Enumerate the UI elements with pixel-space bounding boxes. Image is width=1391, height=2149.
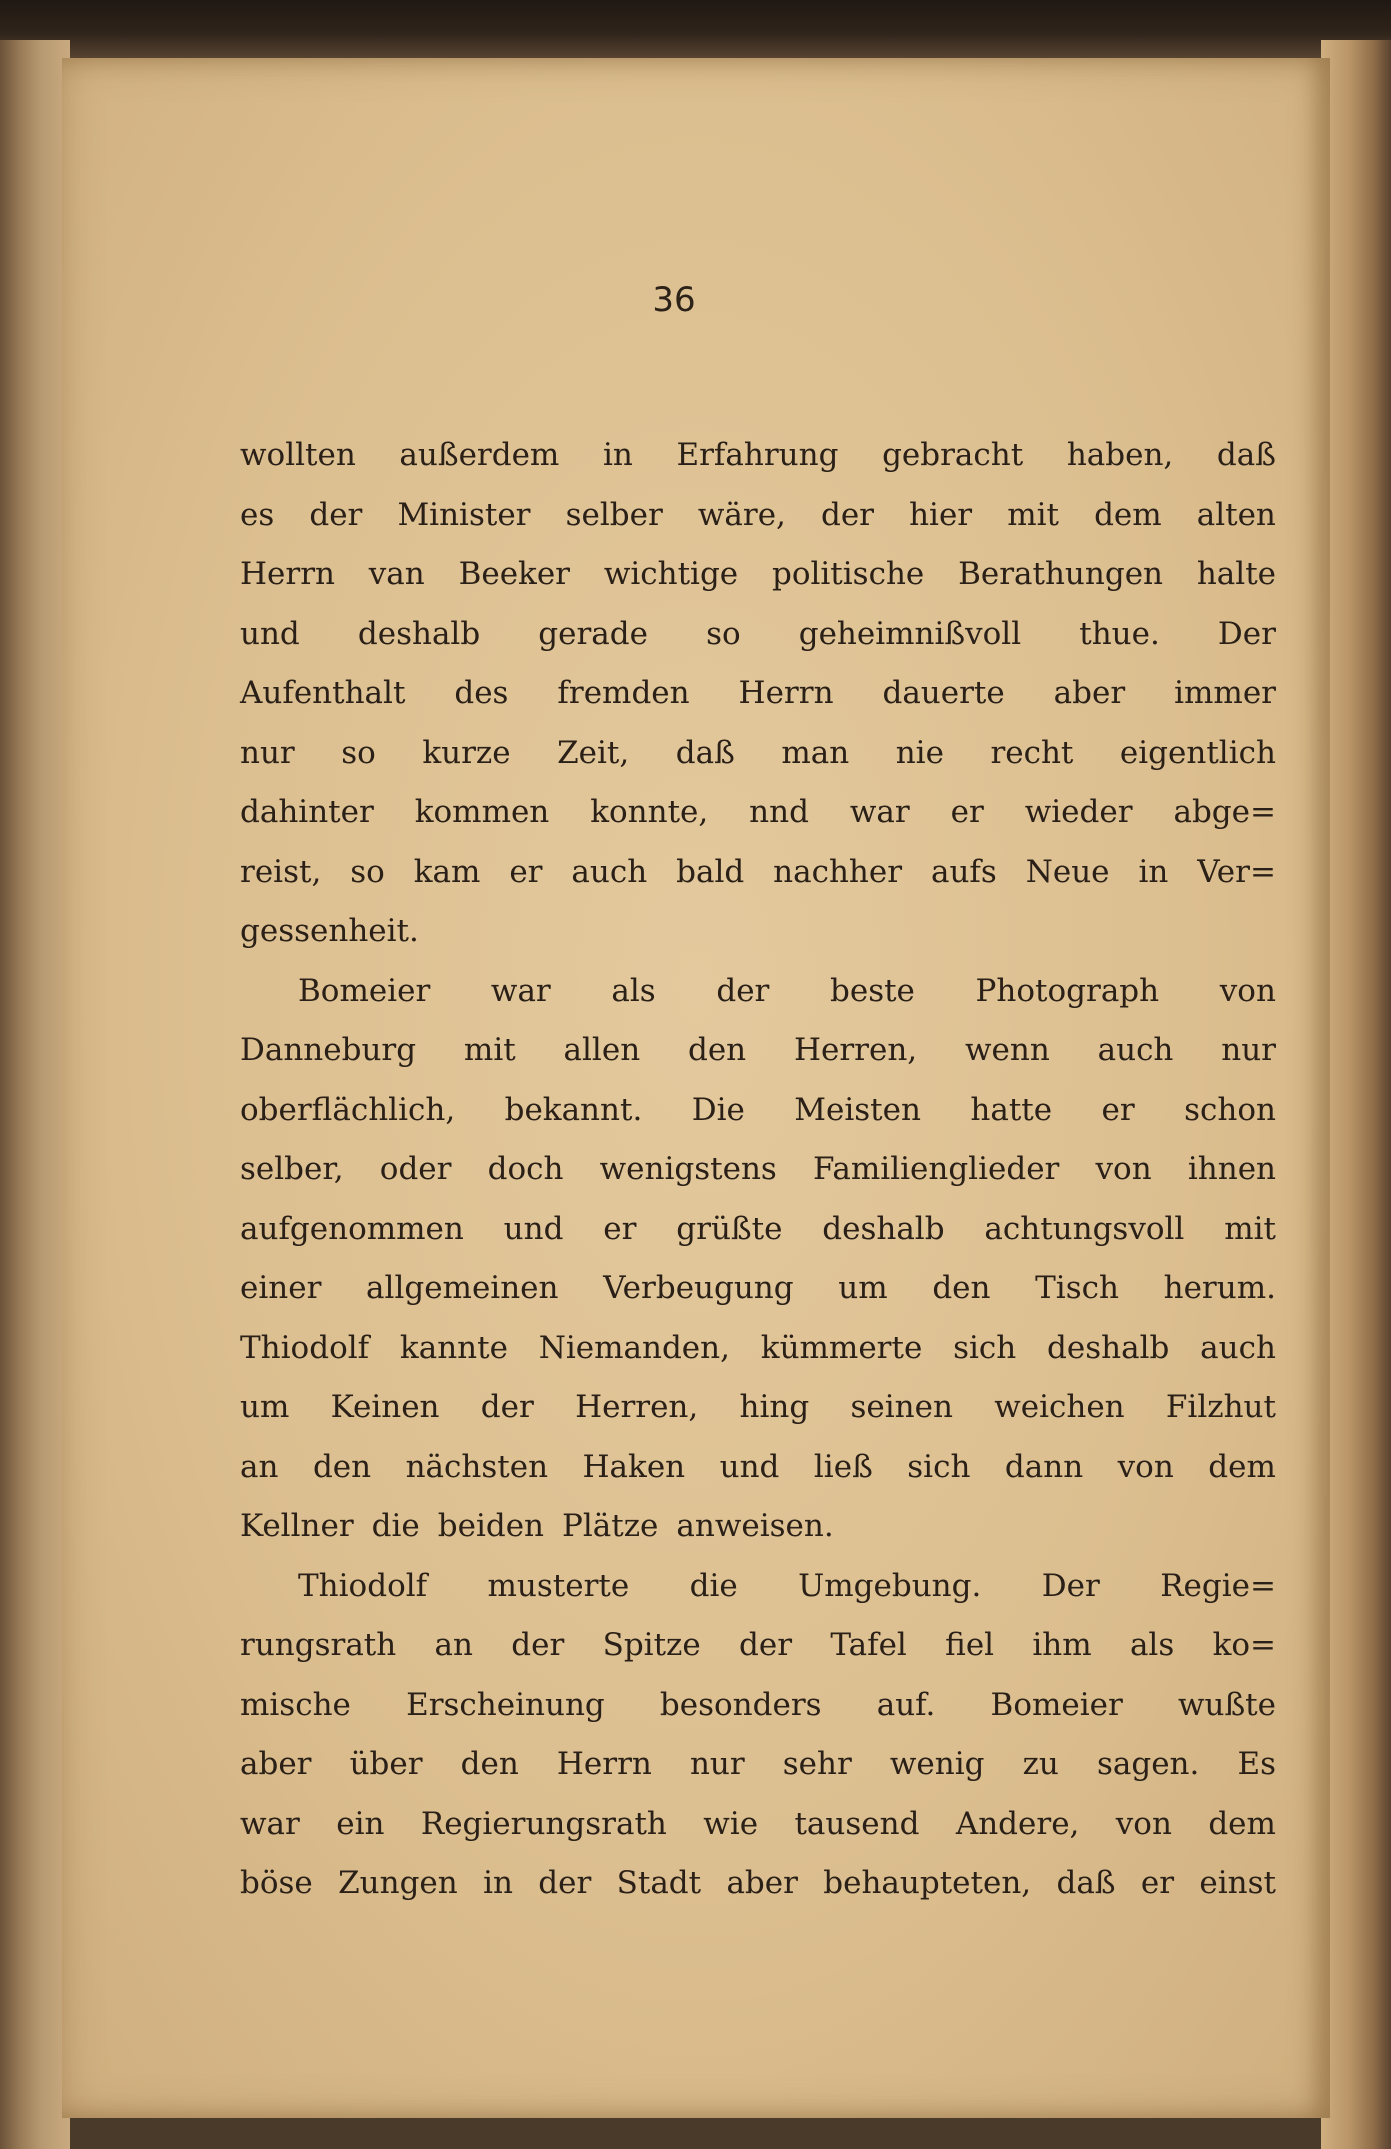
word: hatte <box>970 1091 1053 1128</box>
word: aber <box>240 1746 312 1782</box>
word: Bomeier <box>990 1686 1123 1723</box>
word: bald <box>676 853 745 890</box>
word: sich <box>953 1329 1017 1366</box>
text-line <box>240 962 1276 1022</box>
word: nie <box>895 734 944 771</box>
word: nur <box>689 1746 745 1782</box>
word: über <box>349 1746 423 1782</box>
word: mit <box>463 1032 516 1068</box>
word: Berathungen <box>958 556 1164 592</box>
word: böse <box>240 1865 313 1901</box>
word: haben, <box>1066 437 1174 473</box>
word: Herren, <box>575 1389 699 1425</box>
word: und <box>503 1210 564 1247</box>
word: aber <box>726 1865 798 1901</box>
word: wichtige <box>603 556 739 592</box>
word: und <box>240 615 300 652</box>
word: ko= <box>1212 1627 1276 1663</box>
word: van <box>368 556 425 592</box>
word: Die <box>691 1091 745 1128</box>
word: reist, <box>240 853 322 890</box>
word: er <box>1140 1865 1175 1901</box>
word: wollten <box>240 437 356 473</box>
word: daß <box>1216 437 1276 473</box>
word: es <box>240 496 275 533</box>
word: Herrn <box>556 1746 652 1782</box>
word: fremden <box>557 675 690 711</box>
word: beiden <box>437 1508 545 1544</box>
word: beste <box>830 972 915 1009</box>
word: nur <box>240 734 295 771</box>
text-line <box>240 1378 1276 1438</box>
word: nächsten <box>405 1448 549 1485</box>
word: zu <box>1022 1746 1059 1782</box>
word: von <box>1115 1805 1172 1842</box>
word: recht <box>990 734 1074 771</box>
word: dauerte <box>882 675 1005 711</box>
word: eigentlich <box>1119 734 1276 771</box>
word: mit <box>1007 496 1059 533</box>
word: dem <box>1208 1805 1276 1842</box>
word: er <box>509 853 543 890</box>
word: nur <box>1221 1032 1276 1068</box>
word: Haken <box>582 1448 686 1485</box>
word: auch <box>1097 1032 1174 1068</box>
word: thue. <box>1079 615 1160 652</box>
text-line <box>240 486 1276 546</box>
text-line <box>240 1795 1276 1855</box>
word: herum. <box>1163 1270 1276 1306</box>
word: kommen <box>414 794 550 830</box>
word: dem <box>1208 1448 1276 1485</box>
word: man <box>781 734 850 771</box>
binding-top-edge <box>0 0 1391 60</box>
word: einst <box>1199 1865 1276 1901</box>
word: der <box>820 496 874 533</box>
word: er <box>950 794 984 830</box>
word: Umgebung. <box>798 1567 982 1604</box>
text-line <box>240 1081 1276 1141</box>
book-page <box>62 58 1330 2118</box>
word: seinen <box>850 1389 953 1425</box>
text-line <box>240 1319 1276 1379</box>
word: als <box>1129 1627 1175 1663</box>
word: Ver= <box>1197 853 1276 890</box>
word: ließ <box>813 1448 873 1485</box>
word: Neue <box>1025 853 1110 890</box>
word: behaupteten, <box>823 1865 1032 1901</box>
text-line <box>240 902 1276 962</box>
text-line <box>240 1200 1276 1260</box>
word: Tisch <box>1035 1270 1119 1306</box>
word: oberflächlich, <box>240 1091 456 1128</box>
word: besonders <box>659 1686 822 1723</box>
text-line <box>240 843 1276 903</box>
word: ihm <box>1032 1627 1092 1663</box>
word: er <box>1101 1091 1135 1128</box>
word: die <box>371 1508 420 1544</box>
word: Thiodolf <box>298 1567 428 1604</box>
word: der <box>480 1389 534 1425</box>
word: an <box>240 1448 279 1485</box>
text-line <box>240 605 1276 665</box>
word: sehr <box>782 1746 852 1782</box>
word: Es <box>1237 1746 1276 1782</box>
word: dem <box>1094 496 1162 533</box>
word: abge= <box>1173 794 1276 830</box>
word: gerade <box>538 615 648 652</box>
page-stack-left-edge <box>0 40 70 2149</box>
word: von <box>1219 972 1276 1009</box>
word: Filzhut <box>1165 1389 1276 1425</box>
word: Photograph <box>975 972 1160 1009</box>
text-line <box>240 1259 1276 1319</box>
word: alten <box>1196 496 1276 533</box>
word: deshalb <box>1047 1329 1170 1366</box>
word: um <box>240 1389 290 1425</box>
word: so <box>341 734 376 771</box>
word: Keinen <box>330 1389 440 1425</box>
word: Familienglieder <box>813 1151 1060 1187</box>
word: allgemeinen <box>366 1270 559 1306</box>
text-line <box>240 1616 1276 1676</box>
text-line <box>240 426 1276 486</box>
word: Zeit, <box>557 734 630 771</box>
word: so <box>350 853 385 890</box>
body-text <box>240 426 1276 1914</box>
text-line <box>240 1557 1276 1617</box>
word: der <box>538 1865 592 1901</box>
word: wenigstens <box>599 1151 777 1187</box>
word: und <box>719 1448 780 1485</box>
word: rungsrath <box>240 1627 397 1663</box>
word: wenig <box>889 1746 985 1782</box>
word: außerdem <box>399 437 560 473</box>
word: dann <box>1004 1448 1084 1485</box>
word: achtungsvoll <box>984 1210 1185 1247</box>
text-line <box>240 1140 1276 1200</box>
text-line <box>240 1676 1276 1736</box>
word: der <box>511 1627 565 1663</box>
word: Der <box>1217 615 1276 652</box>
word: bekannt. <box>504 1091 643 1128</box>
word: aber <box>1053 675 1126 711</box>
text-line <box>240 1735 1276 1795</box>
word: Plätze <box>562 1508 659 1544</box>
word: Minister <box>397 496 531 533</box>
word: Zungen <box>338 1865 458 1901</box>
word: wenn <box>964 1032 1050 1068</box>
word: einer <box>240 1270 322 1306</box>
word: die <box>689 1567 738 1604</box>
word: in <box>602 437 633 473</box>
word: den <box>312 1448 372 1485</box>
text-line <box>240 724 1276 784</box>
word: Der <box>1041 1567 1100 1604</box>
word: konnte, <box>590 794 709 830</box>
word: fiel <box>945 1627 995 1663</box>
word: Kellner <box>240 1508 354 1544</box>
word: gessenheit. <box>240 913 419 949</box>
word: wie <box>703 1805 759 1842</box>
word: geheimnißvoll <box>798 615 1022 652</box>
word: gebracht <box>882 437 1024 473</box>
text-line <box>240 783 1276 843</box>
word: den <box>460 1746 519 1782</box>
word: tausend <box>794 1805 920 1842</box>
word: von <box>1117 1448 1174 1485</box>
word: Spitze <box>602 1627 701 1663</box>
word: des <box>454 675 509 711</box>
word: Bomeier <box>298 972 431 1009</box>
word: der <box>309 496 363 533</box>
word: hier <box>909 496 973 533</box>
word: doch <box>487 1151 564 1187</box>
text-line <box>240 664 1276 724</box>
word: hing <box>739 1389 810 1425</box>
cover-right-edge <box>1321 40 1391 2149</box>
word: dahinter <box>240 794 374 830</box>
word: kurze <box>422 734 511 771</box>
word: war <box>849 794 910 830</box>
word: schon <box>1184 1091 1276 1128</box>
word: halte <box>1196 556 1276 592</box>
word: nnd <box>749 794 809 830</box>
word: immer <box>1174 675 1276 711</box>
word: Stadt <box>616 1865 702 1901</box>
text-line <box>240 545 1276 605</box>
word: Beeker <box>458 556 570 592</box>
word: auch <box>1200 1329 1276 1366</box>
word: er <box>603 1210 637 1247</box>
word: Regierungsrath <box>420 1805 667 1842</box>
text-line <box>240 1438 1276 1498</box>
word: mische <box>240 1686 351 1723</box>
word: politische <box>771 556 925 592</box>
word: wußte <box>1177 1686 1276 1723</box>
page-number: 36 <box>652 280 696 320</box>
word: Aufenthalt <box>240 675 406 711</box>
word: wäre, <box>697 496 786 533</box>
word: ein <box>336 1805 385 1842</box>
word: Herrn <box>240 556 335 592</box>
word: aufgenommen <box>240 1210 464 1247</box>
word: anweisen. <box>676 1508 834 1544</box>
word: kümmerte <box>760 1329 923 1366</box>
word: den <box>932 1270 991 1306</box>
word: selber <box>565 496 663 533</box>
word: daß <box>1056 1865 1116 1901</box>
word: weichen <box>994 1389 1125 1425</box>
word: Tafel <box>830 1627 907 1663</box>
word: mit <box>1224 1210 1276 1247</box>
word: deshalb <box>357 615 481 652</box>
word: Herrn <box>738 675 834 711</box>
word: an <box>434 1627 473 1663</box>
word: Verbeugung <box>603 1270 794 1306</box>
word: um <box>838 1270 888 1306</box>
word: selber, <box>240 1151 344 1187</box>
word: Herren, <box>793 1032 918 1068</box>
word: in <box>483 1865 513 1901</box>
word: Niemanden, <box>538 1329 730 1366</box>
word: grüßte <box>676 1210 783 1247</box>
word: oder <box>379 1151 452 1187</box>
word: daß <box>675 734 735 771</box>
word: kannte <box>399 1329 508 1366</box>
word: kam <box>413 853 481 890</box>
word: in <box>1138 853 1169 890</box>
word: allen <box>563 1032 641 1068</box>
word: von <box>1095 1151 1152 1187</box>
word: Erfahrung <box>676 437 839 473</box>
word: musterte <box>487 1567 630 1604</box>
text-line <box>240 1021 1276 1081</box>
word: Erscheinung <box>406 1686 605 1723</box>
word: sagen. <box>1096 1746 1200 1782</box>
word: Thiodolf <box>240 1329 370 1366</box>
word: der <box>739 1627 793 1663</box>
text-line <box>240 1497 1276 1557</box>
word: Regie= <box>1160 1567 1276 1604</box>
word: Meisten <box>794 1091 921 1128</box>
word: war <box>490 972 551 1009</box>
word: deshalb <box>822 1210 945 1247</box>
word: Danneburg <box>240 1032 417 1068</box>
word: Andere, <box>955 1805 1080 1842</box>
word: nachher <box>773 853 903 890</box>
word: auch <box>571 853 648 890</box>
text-line <box>240 1854 1276 1914</box>
word: aufs <box>930 853 997 890</box>
word: der <box>716 972 770 1009</box>
word: ihnen <box>1187 1151 1276 1187</box>
word: war <box>240 1805 300 1842</box>
word: so <box>706 615 741 652</box>
word: wieder <box>1024 794 1133 830</box>
word: den <box>687 1032 747 1068</box>
word: als <box>611 972 656 1009</box>
word: sich <box>907 1448 971 1485</box>
word: auf. <box>876 1686 936 1723</box>
